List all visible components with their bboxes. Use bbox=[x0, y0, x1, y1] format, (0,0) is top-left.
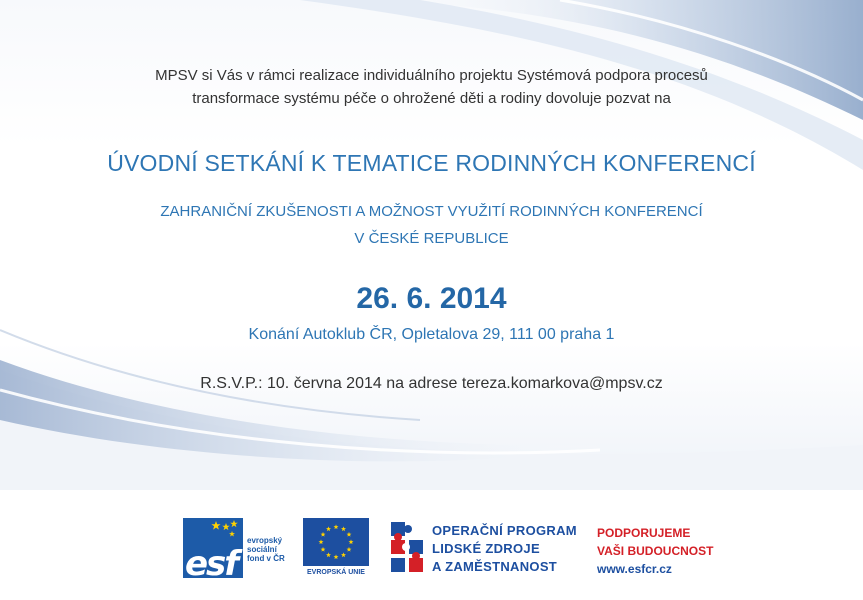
eu-caption: EVROPSKÁ UNIE bbox=[307, 569, 365, 576]
eu-star-icon bbox=[347, 532, 352, 537]
eu-flag-icon bbox=[303, 518, 369, 566]
op-line: A ZAMĚSTNANOST bbox=[432, 559, 558, 574]
eu-star-icon bbox=[321, 547, 326, 552]
slogan-line: VAŠI BUDOUCNOST bbox=[597, 544, 714, 558]
op-line: OPERAČNÍ PROGRAM bbox=[432, 523, 577, 538]
eu-logo bbox=[303, 518, 369, 580]
eu-star-icon bbox=[341, 526, 346, 531]
eu-star-icon bbox=[341, 552, 346, 557]
subtitle-line: V ČESKÉ REPUBLICE bbox=[354, 230, 509, 247]
support-slogan bbox=[597, 524, 713, 578]
event-venue: Konání Autoklub ČR, Opletalova 29, 111 00 praha 1 bbox=[248, 326, 615, 343]
subtitle-line: ZAHRANIČNÍ ZKUŠENOSTI A MOŽNOST VYUŽITÍ RODINNÝCH KONFERENCÍ bbox=[160, 203, 703, 220]
event-subtitle bbox=[0, 198, 863, 252]
intro-line: MPSV si Vás v rámci realizace individuálního projektu Systémová podpora procesů bbox=[155, 67, 708, 84]
eu-star-icon bbox=[334, 554, 339, 559]
eu-star-icon bbox=[347, 547, 352, 552]
eu-star-icon bbox=[321, 532, 326, 537]
sponsor-footer bbox=[0, 500, 863, 600]
eu-star-icon bbox=[326, 526, 331, 531]
esf-caption-line: fond v ČR bbox=[247, 554, 285, 563]
event-date: 26. 6. 2014 bbox=[356, 282, 507, 315]
intro-line: transformace systému péče o ohrožené děti a rodiny dovoluje pozvat na bbox=[192, 90, 671, 107]
op-line: LIDSKÉ ZDROJE bbox=[432, 541, 540, 556]
op-logo bbox=[387, 518, 587, 580]
esf-caption-line: sociální bbox=[247, 545, 277, 554]
op-puzzle-icon bbox=[387, 518, 427, 576]
event-title: ÚVODNÍ SETKÁNÍ K TEMATICE RODINNÝCH KONFERENCÍ bbox=[107, 150, 756, 176]
eu-star-icon bbox=[334, 524, 339, 529]
website-link[interactable]: www.esfcr.cz bbox=[597, 562, 672, 576]
esf-mark bbox=[183, 518, 243, 578]
eu-star-icon bbox=[319, 539, 324, 544]
intro-text bbox=[0, 64, 863, 110]
op-name bbox=[432, 522, 577, 576]
eu-stars-icon bbox=[303, 518, 369, 566]
eu-star-icon bbox=[349, 539, 354, 544]
star-icon bbox=[210, 520, 240, 542]
esf-caption-line: evropský bbox=[247, 536, 283, 545]
esf-caption bbox=[247, 536, 297, 563]
rsvp-text[interactable]: R.S.V.P.: 10. června 2014 na adrese tereza.komarkova@mpsv.cz bbox=[200, 375, 663, 392]
esf-wordmark: esf bbox=[185, 544, 238, 578]
slogan-line: PODPORUJEME bbox=[597, 526, 691, 540]
eu-star-icon bbox=[326, 552, 331, 557]
esf-logo bbox=[183, 518, 295, 578]
